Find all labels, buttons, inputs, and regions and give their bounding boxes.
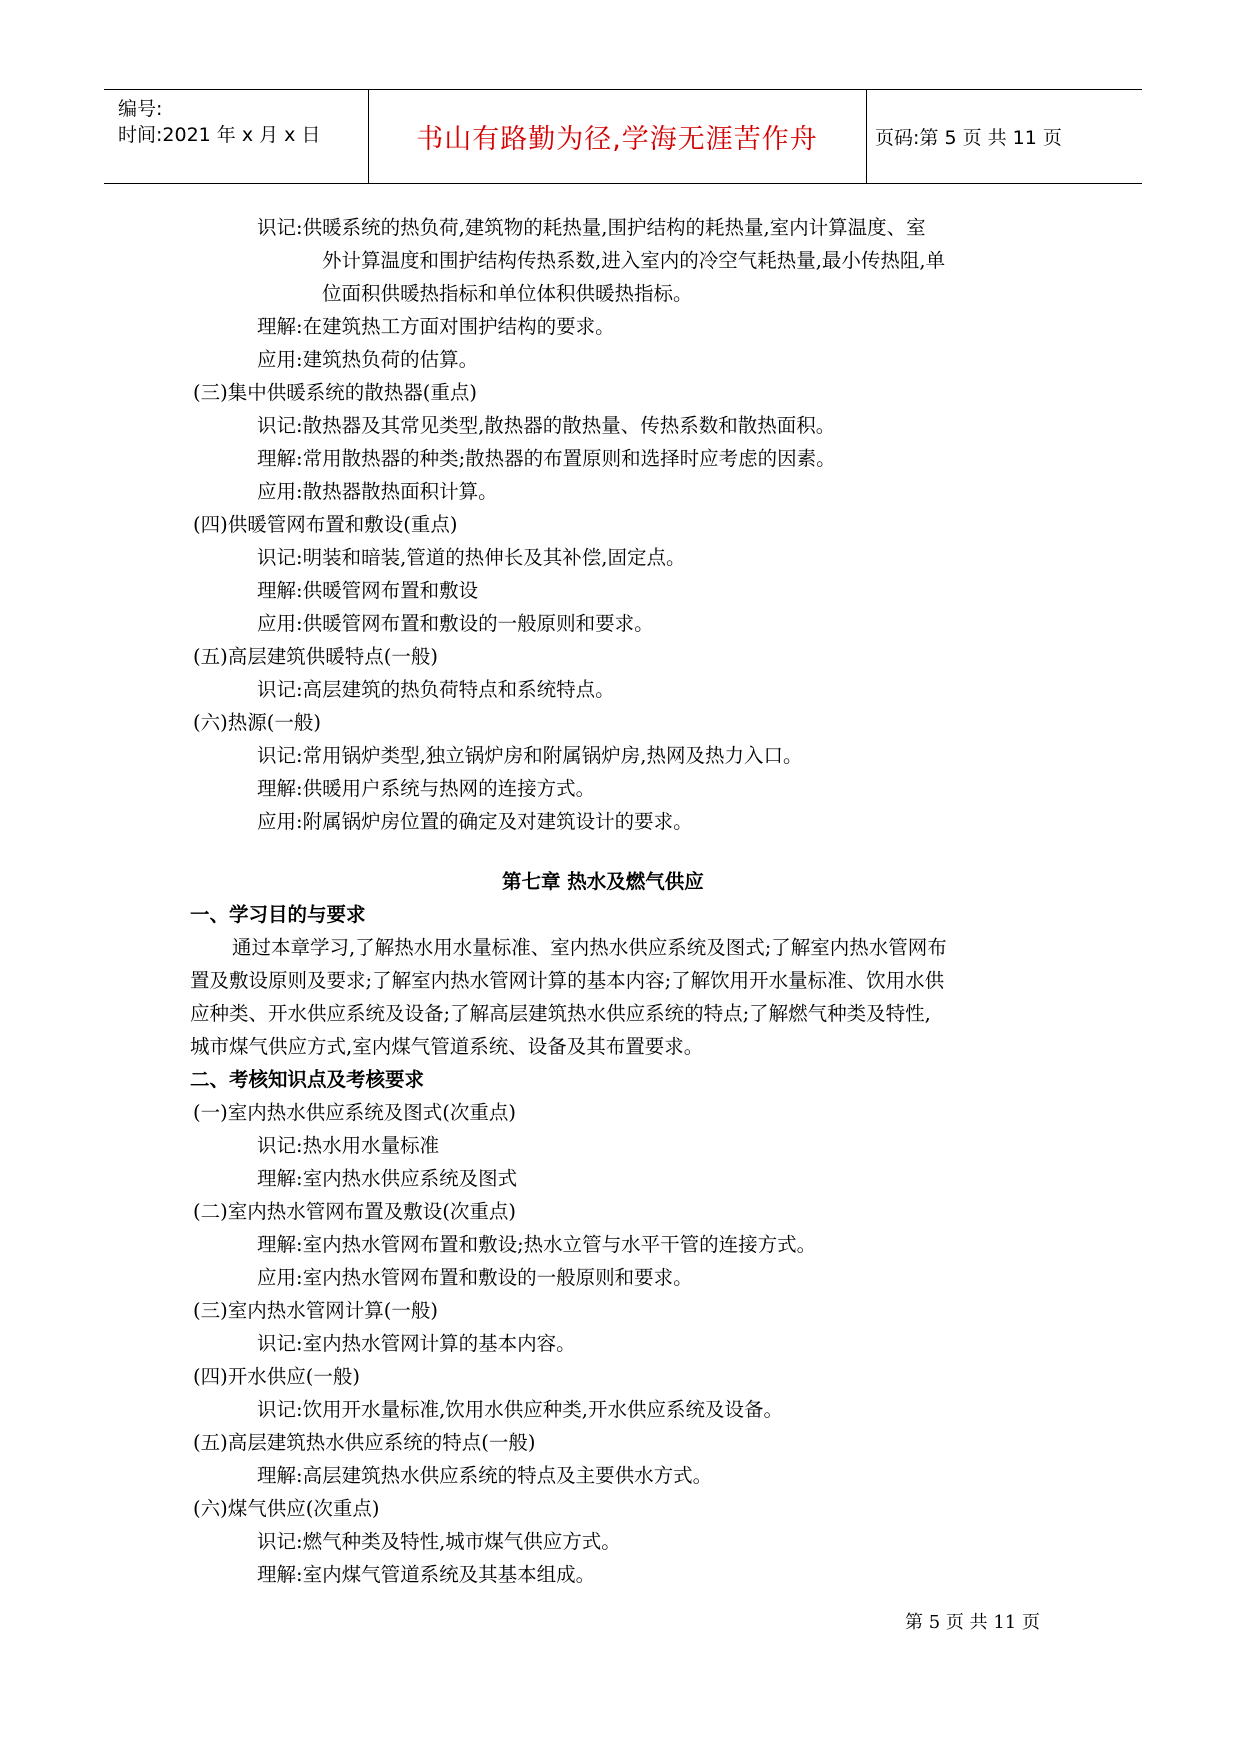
section-heading: (六)热源(一般) [193,711,321,734]
section-heading: (三)集中供暖系统的散热器(重点) [193,381,477,404]
body-line: 外计算温度和围护结构传热系数,进入室内的冷空气耗热量,最小传热阻,单 [322,249,946,272]
section-heading: (四)供暖管网布置和敷设(重点) [193,513,458,536]
header-motto-cell [368,90,867,183]
body-line: 识记:饮用开水量标准,饮用水供应种类,开水供应系统及设备。 [257,1398,783,1421]
section-heading: (五)高层建筑热水供应系统的特点(一般) [193,1431,536,1454]
section-heading: (四)开水供应(一般) [193,1365,360,1388]
section-heading: (二)室内热水管网布置及敷设(次重点) [193,1200,516,1223]
body-line: 应用:附属锅炉房位置的确定及对建筑设计的要求。 [257,810,693,833]
paragraph-line: 置及敷设原则及要求;了解室内热水管网计算的基本内容;了解饮用开水量标准、饮用水供 [190,969,945,992]
body-line: 识记:热水用水量标准 [257,1134,440,1157]
section-heading: (一)室内热水供应系统及图式(次重点) [193,1101,516,1124]
body-line: 理解:室内热水供应系统及图式 [257,1167,518,1190]
header-page-cell [867,90,1142,183]
body-line: 理解:室内煤气管道系统及其基本组成。 [257,1563,596,1586]
paragraph-line: 城市煤气供应方式,室内煤气管道系统、设备及其布置要求。 [190,1035,704,1058]
body-line: 识记:供暖系统的热负荷,建筑物的耗热量,围护结构的耗热量,室内计算温度、室 [257,216,926,239]
body-line: 应用:散热器散热面积计算。 [257,480,498,503]
body-line: 识记:常用锅炉类型,独立锅炉房和附属锅炉房,热网及热力入口。 [257,744,803,767]
document-number-label: 编号: [118,98,163,120]
section-heading: (五)高层建筑供暖特点(一般) [193,645,438,668]
body-line: 理解:供暖用户系统与热网的连接方式。 [257,777,596,800]
body-line: 识记:燃气种类及特性,城市煤气供应方式。 [257,1530,621,1553]
paragraph-line: 通过本章学习,了解热水用水量标准、室内热水供应系统及图式;了解室内热水管网布 [232,936,947,959]
body-line: 应用:供暖管网布置和敷设的一般原则和要求。 [257,612,654,635]
section-heading: (六)煤气供应(次重点) [193,1497,380,1520]
section-heading: (三)室内热水管网计算(一般) [193,1299,438,1322]
body-line: 应用:建筑热负荷的估算。 [257,348,479,371]
header-meta-cell [104,90,369,183]
chapter-title: 第七章 热水及燃气供应 [502,870,704,893]
section-title: 一、学习目的与要求 [190,903,366,926]
body-line: 位面积供暖热指标和单位体积供暖热指标。 [322,282,693,305]
page-header [104,89,1142,184]
body-line: 理解:在建筑热工方面对围护结构的要求。 [257,315,615,338]
header-page-info: 页码:第 5 页 共 11 页 [875,127,1062,149]
body-line: 应用:室内热水管网布置和敷设的一般原则和要求。 [257,1266,693,1289]
paragraph-line: 应种类、开水供应系统及设备;了解高层建筑热水供应系统的特点;了解燃气种类及特性, [190,1002,931,1025]
page-footer: 第 5 页 共 11 页 [905,1612,1040,1633]
section-title: 二、考核知识点及考核要求 [190,1068,425,1091]
body-line: 理解:高层建筑热水供应系统的特点及主要供水方式。 [257,1464,713,1487]
document-time-label: 时间:2021 年 x 月 x 日 [118,124,321,146]
header-motto: 书山有路勤为径,学海无涯苦作舟 [416,124,818,155]
body-line: 理解:供暖管网布置和敷设 [257,579,479,602]
body-line: 识记:室内热水管网计算的基本内容。 [257,1332,576,1355]
body-line: 理解:室内热水管网布置和敷设;热水立管与水平干管的连接方式。 [257,1233,817,1256]
body-line: 识记:散热器及其常见类型,散热器的散热量、传热系数和散热面积。 [257,414,836,437]
body-line: 识记:明装和暗装,管道的热伸长及其补偿,固定点。 [257,546,686,569]
body-line: 理解:常用散热器的种类;散热器的布置原则和选择时应考虑的因素。 [257,447,836,470]
body-line: 识记:高层建筑的热负荷特点和系统特点。 [257,678,615,701]
